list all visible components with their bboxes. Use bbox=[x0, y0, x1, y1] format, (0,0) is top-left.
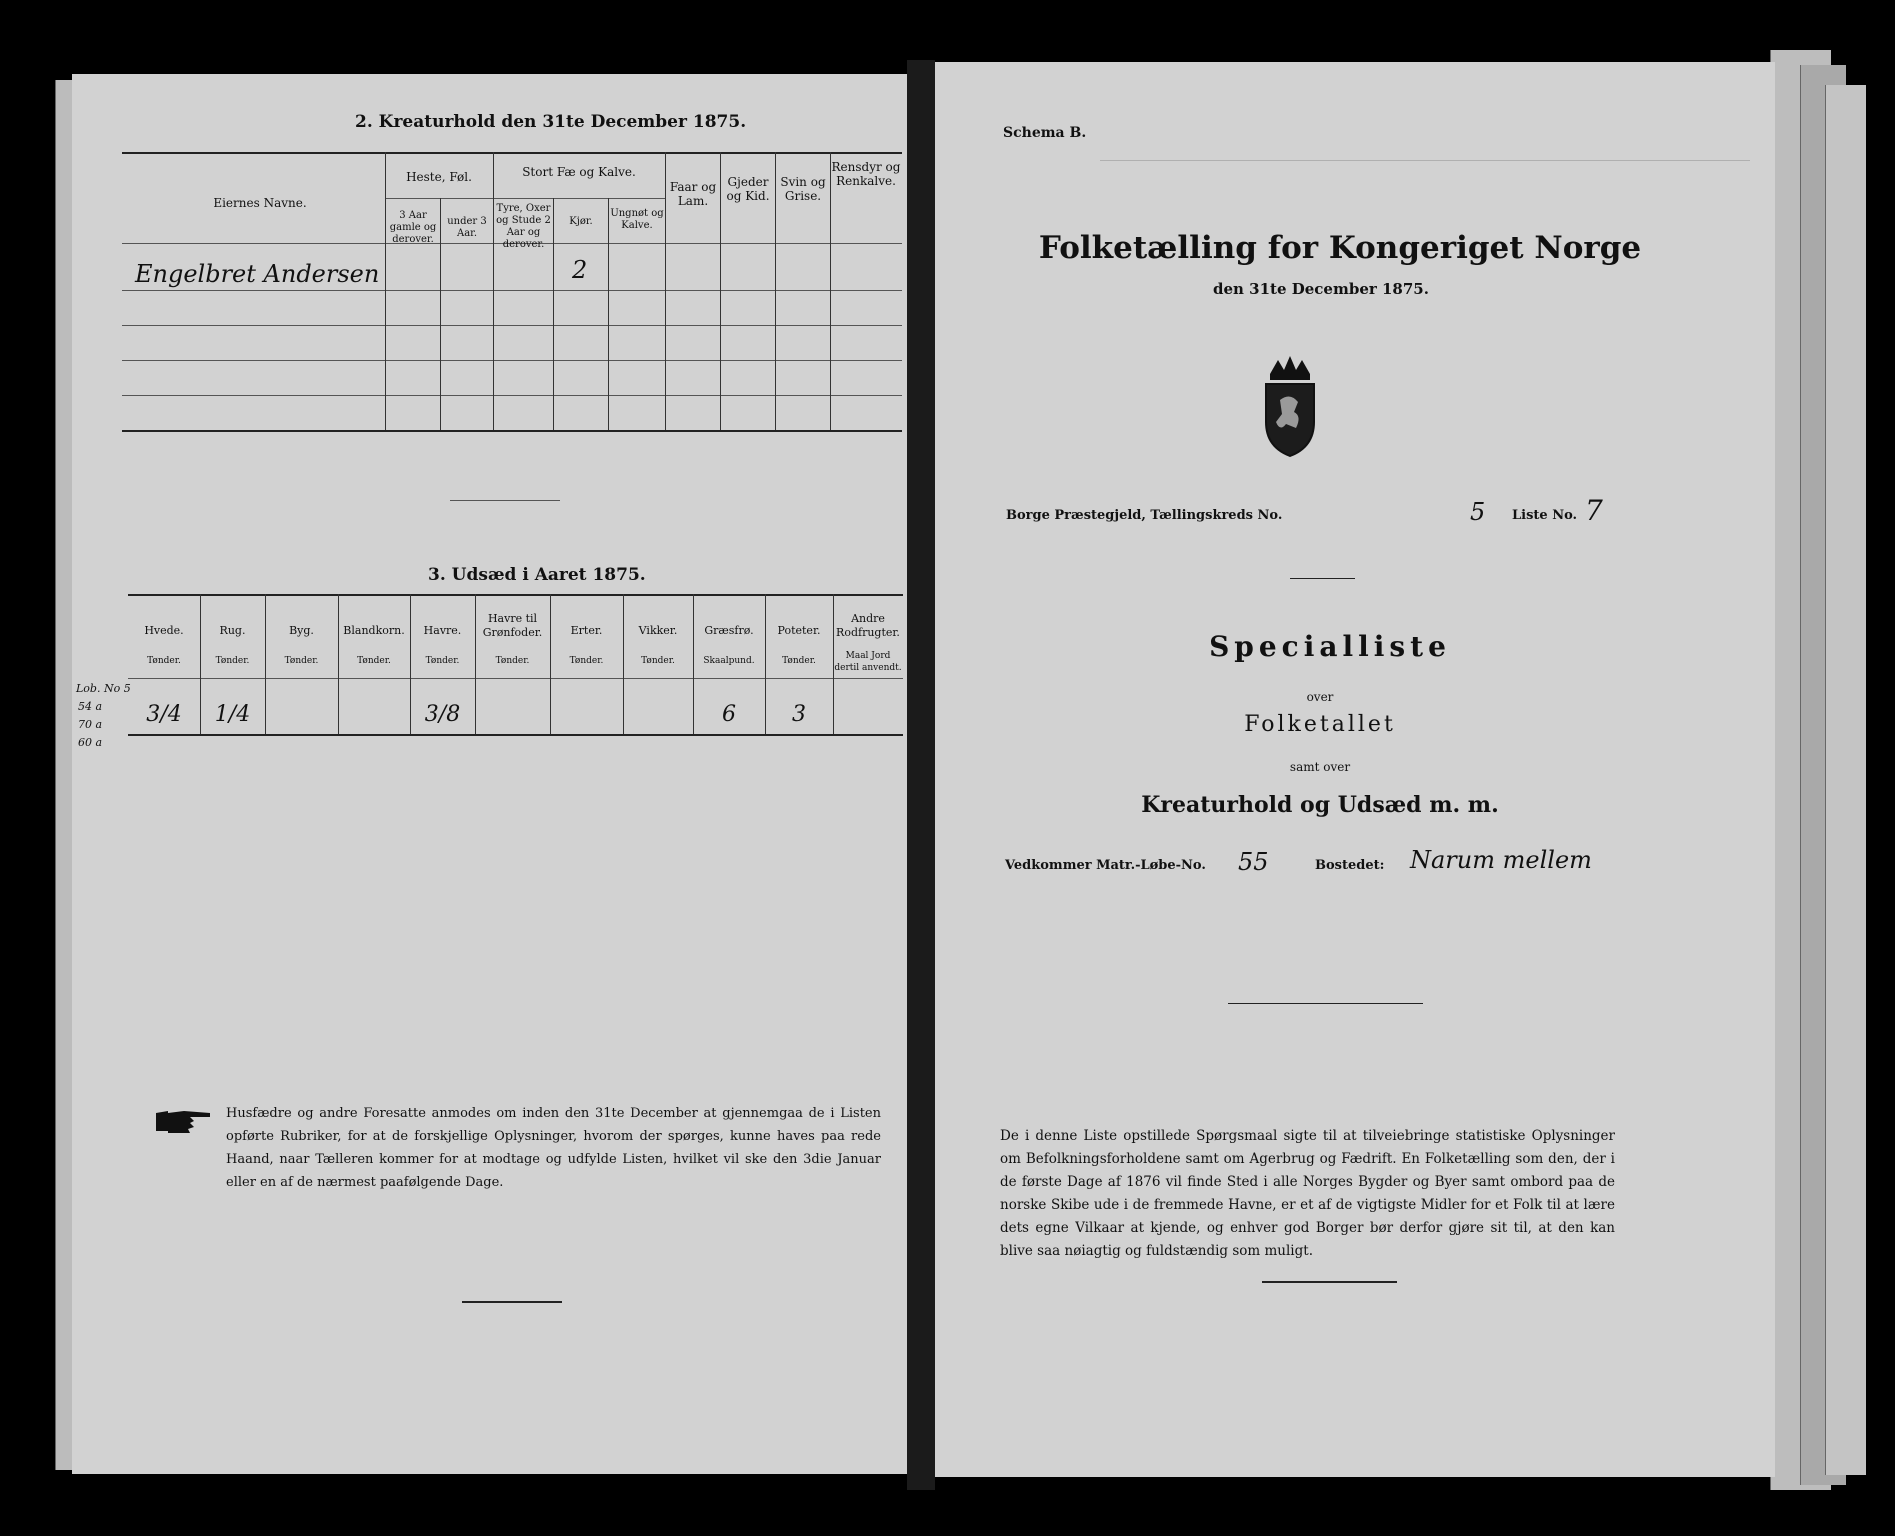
kreatur-col-line bbox=[385, 152, 386, 430]
header-fae-sub3: Ungnøt og Kalve. bbox=[610, 208, 664, 231]
udsaed-unit: Tønder. bbox=[782, 656, 816, 666]
right-bottom-rule bbox=[1262, 1281, 1397, 1283]
pointing-hand-icon bbox=[154, 1105, 214, 1137]
census-title: Folketælling for Kongeriget Norge bbox=[1038, 230, 1642, 266]
left-divider-1 bbox=[450, 500, 560, 501]
margin-note-4: 60 a bbox=[78, 736, 103, 749]
udsaed-table-bottom bbox=[128, 734, 903, 736]
header-eiernes-navne: Eiernes Navne. bbox=[213, 196, 307, 210]
over-label-1: over bbox=[1306, 690, 1334, 704]
udsaed-header: Blandkorn. bbox=[343, 624, 405, 637]
udsaed-header: Erter. bbox=[570, 624, 603, 637]
page-edge-3 bbox=[1825, 85, 1866, 1475]
margin-note-1: Lob. No 5 bbox=[76, 682, 131, 695]
header-fae-sub2: Kjør. bbox=[569, 216, 593, 227]
kreatur-row-line bbox=[122, 360, 902, 361]
header-faar: Faar og Lam. bbox=[669, 180, 717, 208]
udsaed-header: Rug. bbox=[219, 624, 246, 637]
census-subtitle: den 31te December 1875. bbox=[1213, 280, 1429, 298]
udsaed-value: 3 bbox=[792, 702, 806, 727]
matr-label: Vedkommer Matr.-Løbe-No. bbox=[1005, 858, 1206, 873]
schema-label: Schema B. bbox=[1003, 125, 1087, 141]
udsaed-title: 3. Udsæd i Aaret 1875. bbox=[428, 565, 646, 585]
kreatur-col-line bbox=[830, 152, 831, 430]
udsaed-unit: Tønder. bbox=[569, 656, 604, 666]
header-stort-fae: Stort Fæ og Kalve. bbox=[522, 165, 636, 179]
samt-over-label: samt over bbox=[1289, 760, 1351, 774]
book-spine bbox=[907, 60, 935, 1490]
info-paragraph: De i denne Liste opstillede Spørgsmaal sigte til at tilveiebringe statistiske Oplysninger om Befolkningsforholdene samt om Agerbrug og Fædrift. En Folketælling som den, der i de første Dage af 1876 vil finde Sted i alle Norges Bygder og Byer samt ombord paa de norske Skibe ude i de fremmede Havne, er et af de vigtigste Midler for et Folk til at lære dets egne Vilkaar at kjende, og enhver god Borger bør derfor gjøre sit til, at den kan blive saa nøiagtig og fuldstændig som muligt. bbox=[1000, 1128, 1615, 1259]
kreaturhold-title: 2. Kreaturhold den 31te December 1875. bbox=[355, 112, 747, 132]
kreatur-col-line bbox=[553, 198, 554, 430]
udsaed-header: Byg. bbox=[289, 624, 314, 637]
kreatur-col-line bbox=[608, 198, 609, 430]
header-gjeder: Gjeder og Kid. bbox=[726, 175, 770, 203]
right-divider-2 bbox=[1228, 1003, 1423, 1004]
right-divider-1 bbox=[1290, 578, 1355, 579]
liste-number: 7 bbox=[1585, 494, 1603, 527]
udsaed-unit: Tønder. bbox=[215, 656, 250, 666]
margin-note-2: 54 a bbox=[78, 700, 103, 713]
kreatur-row-line bbox=[122, 325, 902, 326]
kreatur-row-line bbox=[122, 395, 902, 396]
kreatur-row-line bbox=[122, 290, 902, 291]
udsaed-unit: Tønder. bbox=[357, 656, 391, 666]
header-heste-sub1: 3 Aar gamle og derover. bbox=[389, 210, 437, 245]
header-heste: Heste, Føl. bbox=[406, 170, 472, 184]
owner-name: Engelbret Andersen bbox=[135, 260, 380, 288]
udsaed-header: Græsfrø. bbox=[704, 624, 754, 637]
notice-paragraph: Husfædre og andre Foresatte anmodes om inden den 31te December at gjennemgaa de i Listen opførte Rubriker, for at de forskjellige Oplysninger, hvorom der spørges, kunne haves paa rede Haand, naar Tælleren kommer for at modtage og udfylde Listen, hvilket vil ske den 3die Januar eller en af de nærmest paafølgende Dage. bbox=[226, 1106, 881, 1190]
kreatur-subheader-line bbox=[385, 198, 665, 199]
udsaed-value: 3/4 bbox=[146, 702, 182, 727]
udsaed-unit: Tønder. bbox=[147, 656, 181, 666]
udsaed-value: 1/4 bbox=[214, 702, 251, 727]
udsaed-header: Hvede. bbox=[144, 624, 184, 637]
specialliste-heading: Specialliste bbox=[1209, 630, 1451, 663]
kreds-number: 5 bbox=[1470, 498, 1486, 526]
udsaed-table-top bbox=[128, 594, 903, 596]
header-fae-sub1: Tyre, Oxer og Stude 2 Aar og derover. bbox=[496, 203, 551, 250]
header-heste-sub2: under 3 Aar. bbox=[447, 216, 487, 239]
udsaed-header: Vikker. bbox=[638, 624, 678, 637]
udsaed-header: Havre. bbox=[423, 624, 462, 637]
matr-number: 55 bbox=[1238, 848, 1269, 876]
udsaed-header: Havre til Grønfoder. bbox=[482, 612, 543, 639]
left-bottom-rule bbox=[462, 1301, 562, 1303]
liste-label: Liste No. bbox=[1512, 508, 1578, 523]
bostedet-value: Narum mellem bbox=[1410, 846, 1592, 874]
norway-coat-of-arms-icon bbox=[1250, 352, 1330, 462]
udsaed-unit: Tønder. bbox=[425, 656, 460, 666]
header-svin: Svin og Grise. bbox=[780, 175, 826, 203]
margin-note-3: 70 a bbox=[78, 718, 103, 731]
udsaed-unit: Skaalpund. bbox=[703, 656, 755, 666]
prestegjeld-label: Borge Præstegjeld, Tællingskreds No. bbox=[1006, 508, 1283, 523]
udsaed-unit: Maal Jord dertil anvendt. bbox=[834, 651, 902, 673]
kreaturhold-heading: Kreaturhold og Udsæd m. m. bbox=[1141, 792, 1499, 818]
kjor-count: 2 bbox=[572, 256, 588, 284]
udsaed-value: 3/8 bbox=[424, 702, 461, 727]
bostedet-label: Bostedet: bbox=[1315, 858, 1385, 873]
kreatur-col-line bbox=[493, 152, 494, 430]
udsaed-header: Andre Rodfrugter. bbox=[836, 612, 900, 639]
udsaed-unit: Tønder. bbox=[641, 656, 675, 666]
kreatur-table-top bbox=[122, 152, 902, 154]
udsaed-unit: Tønder. bbox=[284, 656, 319, 666]
kreatur-table-bottom bbox=[122, 430, 902, 432]
header-rensdyr: Rensdyr og Renkalve. bbox=[831, 160, 901, 188]
udsaed-unit: Tønder. bbox=[495, 656, 530, 666]
udsaed-value: 6 bbox=[722, 702, 736, 727]
udsaed-header-bottom bbox=[128, 678, 903, 679]
faint-bleed-through bbox=[1100, 160, 1750, 481]
udsaed-header: Poteter. bbox=[777, 624, 821, 637]
folketallet-heading: Folketallet bbox=[1244, 712, 1396, 737]
